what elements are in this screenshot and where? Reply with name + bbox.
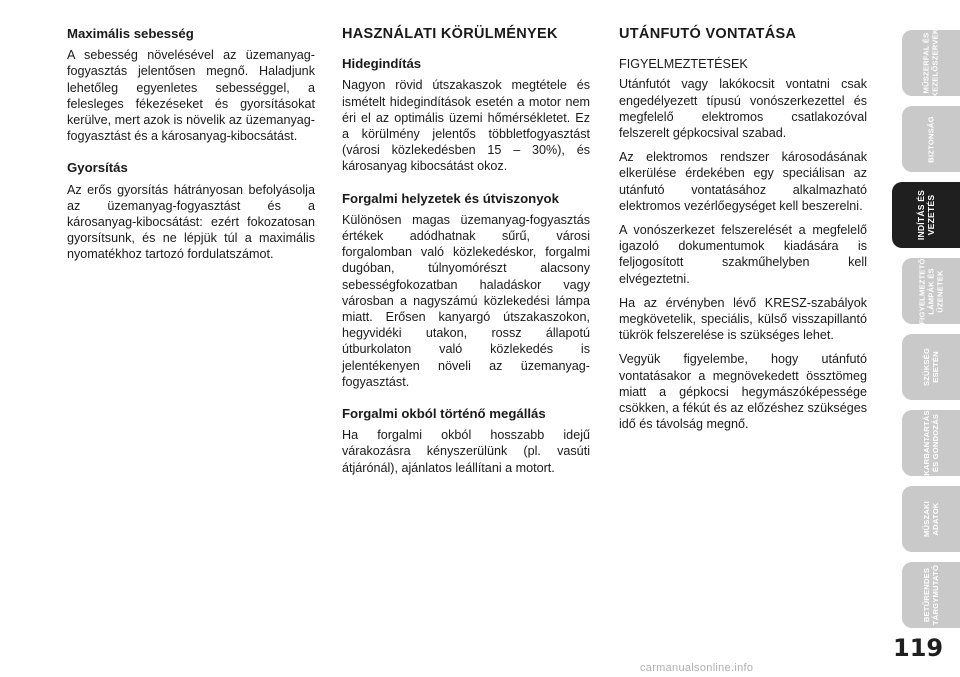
tab-label: SZÜKSÉG ESETÉN	[921, 347, 940, 387]
tab-label: INDÍTÁS ÉS VEZETÉS	[915, 189, 936, 241]
tab-label: BETŰRENDES TÁRGYMUTATÓ	[922, 564, 941, 626]
tab-emergency[interactable]	[902, 334, 960, 400]
section-title-usage: HASZNÁLATI KÖRÜLMÉNYEK	[342, 26, 558, 42]
chapter-tabs	[892, 30, 960, 638]
heading-stop: Forgalmi okból történő megállás	[342, 406, 546, 422]
heading-cold-start: Hidegindítás	[342, 56, 422, 72]
column-2	[342, 26, 590, 484]
tab-label: MŰSZAKI ADATOK	[922, 501, 940, 537]
tab-label: BIZTONSÁG	[926, 115, 936, 163]
tab-index[interactable]	[902, 562, 960, 628]
paragraph-traffic: Különösen magas üzemanyag-fogyasztás értékek adódhatnak sűrű, városi forgalomban való közlekedéskor, forgalmi dugóban, túlnyomórészt alacsony sebességfokozatban haladáskor vagy városban a nagyszámú közlekedési lámpa miatt. Erősen kanyargó útszakaszokon, hegyvidéki utakon, rossz állapotú útburkolaton való közlekedés is jelentékenyen növeli az üzemanyag-fogyasztást.	[342, 212, 590, 389]
paragraph-towing-4: Ha az érvényben lévő KRESZ-szabályok megkövetelik, speciális, külső visszapillantó tükrök felszerelése is szükséges lehet.	[619, 295, 867, 343]
tab-label: KARBANTARTÁS ÉS GONDOZÁS	[922, 410, 941, 476]
heading-max-speed: Maximális sebesség	[67, 26, 194, 41]
paragraph-acceleration: Az erős gyorsítás hátrányosan befolyásolja az üzemanyag-fogyasztást és a károsanyag-kibocsátást: ezért fokozatosan gyorsítsunk, és ne lépjük túl a maximális nyomatékhoz tartozó fordulatszámot.	[67, 182, 315, 262]
heading-traffic: Forgalmi helyzetek és útviszonyok	[342, 190, 559, 206]
tab-starting-driving[interactable]	[892, 182, 960, 248]
tab-safety[interactable]	[902, 106, 960, 172]
paragraph-cold-start: Nagyon rövid útszakaszok megtétele és ismételt hidegindítások esetén a motor nem éri el az optimális üzemi hőmérsékletet. Ez a körülmény jelentős többletfogyasztást (városi közlekedésben 15 – 30%), és károsanyag kibocsátást okoz.	[342, 78, 590, 174]
column-3	[619, 26, 867, 440]
watermark: carmanualsonline.info	[640, 662, 754, 674]
warning-label: FIGYELMEZTETÉSEK	[619, 57, 748, 72]
tab-maintenance[interactable]	[902, 410, 960, 476]
paragraph-stop: Ha forgalmi okból hosszabb idejű várakozásra kényszerülünk (pl. vasúti átjárónál), ajánlatos leállítani a motort.	[342, 428, 590, 475]
tab-dashboard[interactable]	[902, 30, 960, 96]
column-1	[67, 26, 315, 271]
heading-acceleration: Gyorsítás	[67, 160, 128, 176]
paragraph-max-speed: A sebesség növelésével az üzemanyag-fogyasztás jelentősen megnő. Haladjunk lehetőleg egyenletes sebességgel, a felesleges fékezéseket és gyorsításokat kerülve, mert azok is növelik az üzemanyag-fogyasztást és a károsanyag-kibocsátást.	[67, 48, 315, 144]
paragraph-towing-5: Vegyük figyelembe, hogy utánfutó vontatásakor a megnövekedett össztömeg miatt a gépkocsi hegymászóképessége csökken, a fékút és az előzéshez szükséges idő és távolság megnő.	[619, 352, 867, 432]
paragraph-towing-2: Az elektromos rendszer károsodásának elkerülése érdekében egy speciálisan az utánfutó vontatásához alkalmazható elektromos vezérlőegységet kell beszerelni.	[619, 150, 867, 213]
tab-label: MŰSZERFAL ÉS KEZELŐSZERVEK	[922, 28, 941, 98]
paragraph-towing-1: Utánfutót vagy lakókocsit vontatni csak engedélyezett típusú vonószerkezettel és megfelelő elektromos csatlakozóval felszerelt gépkocsival szabad.	[619, 77, 867, 141]
page-number: 119	[893, 634, 944, 662]
tab-warning-lights[interactable]	[902, 258, 960, 324]
section-title-towing: UTÁNFUTÓ VONTATÁSA	[619, 26, 797, 42]
paragraph-towing-3: A vonószerkezet felszerelését a megfelelő igazoló dokumentumok kiadására is feljogosított szakműhelyben kell elvégeztetni.	[619, 223, 867, 286]
tab-technical-data[interactable]	[902, 486, 960, 552]
tab-label: FIGYELMEZTETŐ LÁMPÁK ÉS ÜZENETEK	[917, 257, 945, 325]
